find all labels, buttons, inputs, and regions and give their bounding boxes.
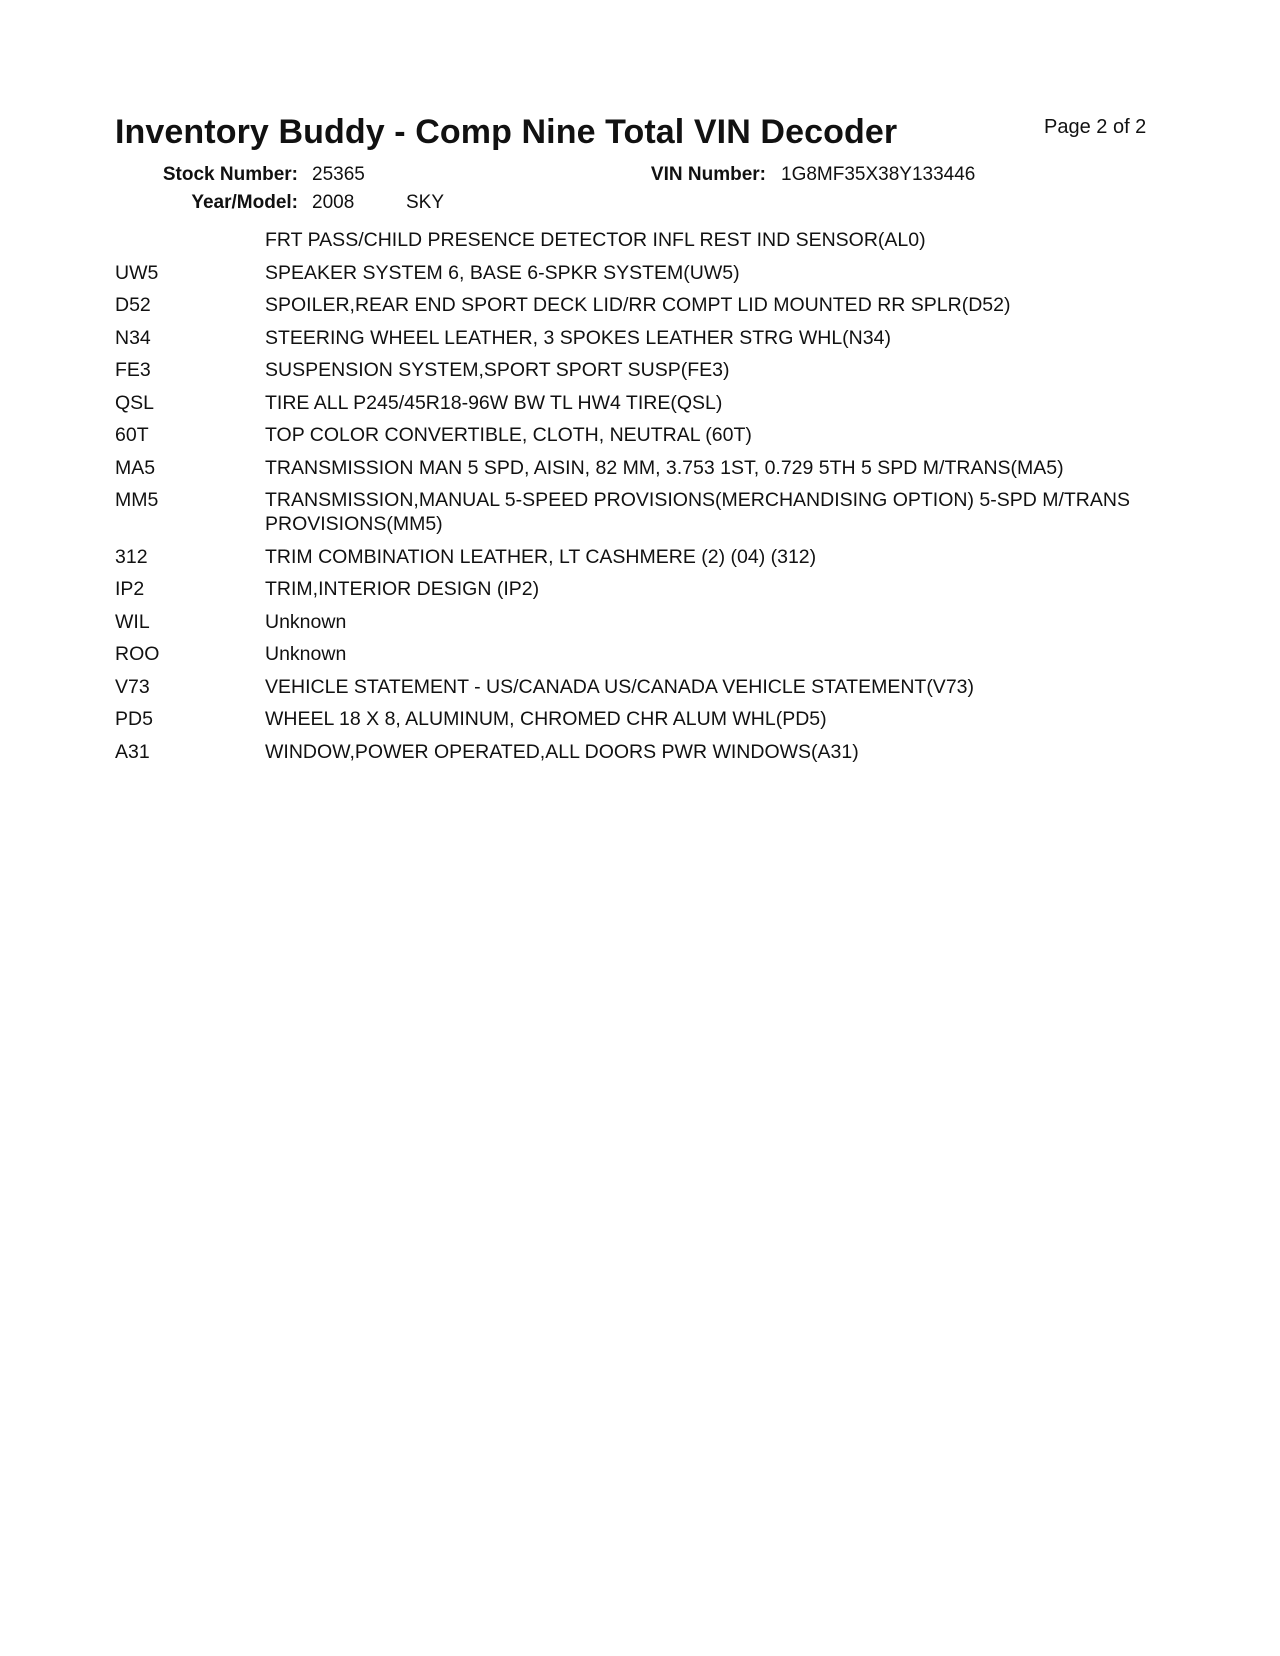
option-code: MM5 [115,489,159,511]
option-code: UW5 [115,261,159,284]
vin-number-value: 1G8MF35X38Y133446 [781,164,976,185]
stock-number-value: 25365 [312,164,365,185]
option-code: PD5 [115,708,153,730]
option-row [115,545,1150,569]
option-row [115,358,1150,382]
option-code: 312 [115,545,148,568]
option-list [115,228,1150,772]
option-description: TRANSMISSION,MANUAL 5-SPEED PROVISIONS(MERCHANDISING OPTION) 5-SPD M/TRANS PROVISIONS(MM5) [265,489,1130,535]
option-row [115,577,1150,601]
option-description: WHEEL 18 X 8, ALUMINUM, CHROMED CHR ALUM WHL(PD5) [265,708,827,730]
option-code: ROO [115,643,160,665]
option-code: A31 [115,740,150,763]
option-row [115,423,1150,447]
option-code: V73 [115,675,150,698]
option-row [115,456,1150,480]
option-code: MA5 [115,456,156,479]
year-model-label: Year/Model: [191,192,298,213]
option-description: Unknown [265,610,347,633]
option-row [115,391,1150,415]
option-description: TRANSMISSION MAN 5 SPD, AISIN, 82 MM, 3.753 1ST, 0.729 5TH 5 SPD M/TRANS(MA5) [265,456,1064,479]
option-description: TRIM COMBINATION LEATHER, LT CASHMERE (2) (04) (312) [265,545,817,568]
option-description: Unknown [265,643,347,665]
option-code: 60T [115,424,149,446]
option-code: WIL [115,610,150,633]
option-description: SUSPENSION SYSTEM,SPORT SPORT SUSP(FE3) [265,359,730,381]
vin-number-label: VIN Number: [650,164,766,185]
option-description: TRIM,INTERIOR DESIGN (IP2) [265,578,540,600]
option-description: SPOILER,REAR END SPORT DECK LID/RR COMPT LID MOUNTED RR SPLR(D52) [265,294,1011,316]
option-row [115,642,1150,666]
option-description: VEHICLE STATEMENT - US/CANADA US/CANADA VEHICLE STATEMENT(V73) [265,675,974,698]
option-description: WINDOW,POWER OPERATED,ALL DOORS PWR WINDOWS(A31) [265,740,859,763]
model-value: SKY [406,192,445,213]
option-code: N34 [115,326,151,349]
option-row [115,261,1150,285]
option-description: STEERING WHEEL LEATHER, 3 SPOKES LEATHER STRG WHL(N34) [265,326,891,349]
option-code: D52 [115,294,151,316]
option-description: SPEAKER SYSTEM 6, BASE 6-SPKR SYSTEM(UW5) [265,261,740,284]
option-description: TIRE ALL P245/45R18-96W BW TL HW4 TIRE(QSL) [265,391,723,414]
year-value: 2008 [312,192,355,213]
option-row [115,326,1150,350]
option-row [115,707,1150,731]
option-row [115,488,1150,536]
option-row [115,675,1150,699]
option-row [115,293,1150,317]
stock-number-label: Stock Number: [162,164,298,185]
page-number: Page 2 of 2 [1044,116,1147,138]
option-row [115,610,1150,634]
option-description: FRT PASS/CHILD PRESENCE DETECTOR INFL REST IND SENSOR(AL0) [265,229,926,251]
option-description: TOP COLOR CONVERTIBLE, CLOTH, NEUTRAL (60T) [265,424,752,446]
option-code: IP2 [115,578,145,600]
option-row [115,740,1150,764]
option-code: QSL [115,391,155,414]
report-title: Inventory Buddy - Comp Nine Total VIN Decoder [115,113,898,151]
option-code: FE3 [115,359,151,381]
option-row [115,228,1150,252]
